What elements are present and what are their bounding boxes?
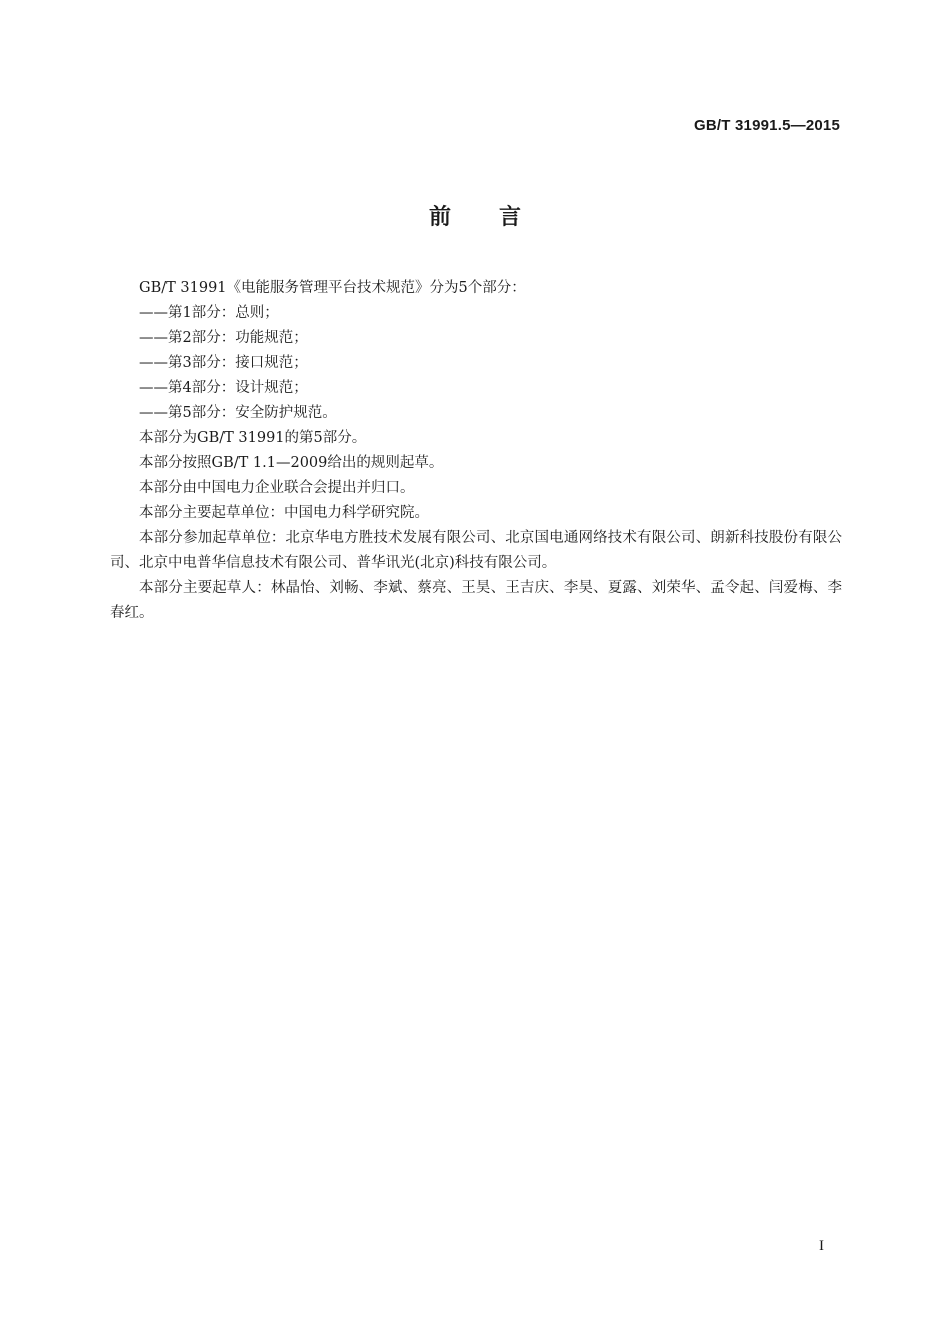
paragraph-drafting-persons: 本部分主要起草人：林晶怡、刘畅、李斌、蔡亮、王昊、王吉庆、李昊、夏露、刘荣华、孟令起、闫爱梅、李春红。 xyxy=(110,580,842,621)
page-number: I xyxy=(819,1238,824,1254)
list-item-part-2: ——第2部分：功能规范； xyxy=(139,330,308,346)
paragraph-proposer: 本部分由中国电力企业联合会提出并归口。 xyxy=(139,480,415,496)
foreword-body xyxy=(110,276,842,626)
page-title: 前言 xyxy=(428,205,569,230)
paragraph-drafting-rules: 本部分按照GB/T 1.1—2009给出的规则起草。 xyxy=(139,455,444,471)
list-item-part-1: ——第1部分：总则； xyxy=(139,305,279,321)
paragraph-participating-drafters: 本部分参加起草单位：北京华电方胜技术发展有限公司、北京国电通网络技术有限公司、朗新科技股份有限公司、北京中电普华信息技术有限公司、普华讯光(北京)科技有限公司。 xyxy=(110,530,842,571)
standard-code: GB/T 31991.5—2015 xyxy=(694,117,840,134)
paragraph-main-drafter: 本部分主要起草单位：中国电力科学研究院。 xyxy=(139,505,429,521)
paragraph-part-statement: 本部分为GB/T 31991的第5部分。 xyxy=(139,430,367,446)
paragraph-parts-intro: GB/T 31991《电能服务管理平台技术规范》分为5个部分： xyxy=(139,280,526,296)
list-item-part-3: ——第3部分：接口规范； xyxy=(139,355,308,371)
list-item-part-5: ——第5部分：安全防护规范。 xyxy=(139,405,337,421)
list-item-part-4: ——第4部分：设计规范； xyxy=(139,380,308,396)
